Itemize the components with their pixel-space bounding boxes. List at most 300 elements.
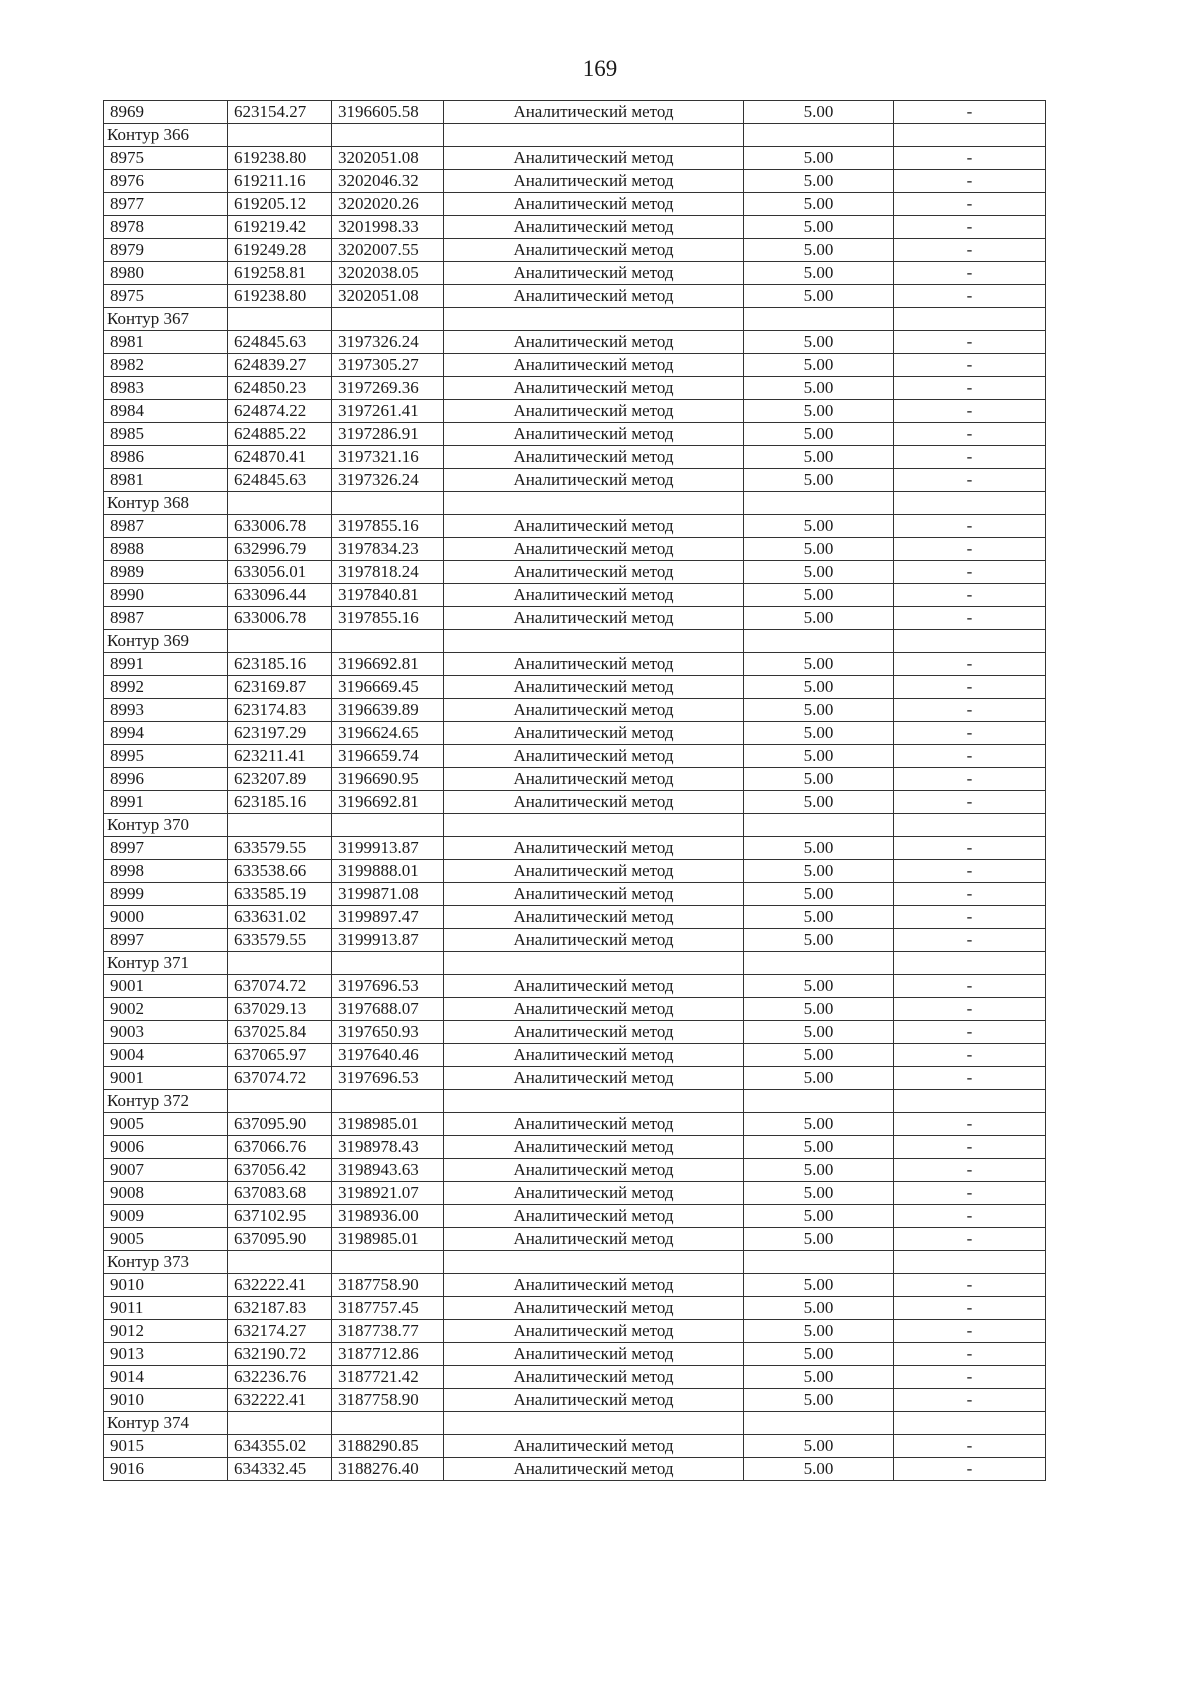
x-coordinate-cell: 633579.55 xyxy=(228,929,332,952)
contour-label: Контур 370 xyxy=(104,814,228,837)
accuracy-cell: 5.00 xyxy=(744,469,894,492)
accuracy-cell: 5.00 xyxy=(744,1435,894,1458)
table-row xyxy=(104,1021,1046,1044)
empty-cell xyxy=(228,952,332,975)
accuracy-cell: 5.00 xyxy=(744,538,894,561)
y-coordinate-cell: 3202038.05 xyxy=(332,262,444,285)
description-cell: - xyxy=(894,929,1046,952)
method-cell: Аналитический метод xyxy=(444,722,744,745)
table-row xyxy=(104,377,1046,400)
table-row xyxy=(104,469,1046,492)
x-coordinate-cell: 632174.27 xyxy=(228,1320,332,1343)
contour-header-row xyxy=(104,1090,1046,1113)
method-cell: Аналитический метод xyxy=(444,1182,744,1205)
accuracy-cell: 5.00 xyxy=(744,722,894,745)
method-cell: Аналитический метод xyxy=(444,1389,744,1412)
accuracy-cell: 5.00 xyxy=(744,1389,894,1412)
description-cell: - xyxy=(894,1113,1046,1136)
accuracy-cell: 5.00 xyxy=(744,860,894,883)
table-row xyxy=(104,768,1046,791)
coordinates-table xyxy=(103,100,1046,1481)
description-cell: - xyxy=(894,860,1046,883)
x-coordinate-cell: 637083.68 xyxy=(228,1182,332,1205)
method-cell: Аналитический метод xyxy=(444,423,744,446)
empty-cell xyxy=(444,1251,744,1274)
table-row xyxy=(104,170,1046,193)
accuracy-cell: 5.00 xyxy=(744,101,894,124)
method-cell: Аналитический метод xyxy=(444,1067,744,1090)
description-cell: - xyxy=(894,998,1046,1021)
point-number-cell: 9010 xyxy=(104,1274,228,1297)
y-coordinate-cell: 3199888.01 xyxy=(332,860,444,883)
point-number-cell: 9002 xyxy=(104,998,228,1021)
x-coordinate-cell: 624845.63 xyxy=(228,469,332,492)
description-cell: - xyxy=(894,1067,1046,1090)
description-cell: - xyxy=(894,1458,1046,1481)
accuracy-cell: 5.00 xyxy=(744,331,894,354)
description-cell: - xyxy=(894,538,1046,561)
point-number-cell: 9008 xyxy=(104,1182,228,1205)
description-cell: - xyxy=(894,400,1046,423)
description-cell: - xyxy=(894,239,1046,262)
point-number-cell: 8999 xyxy=(104,883,228,906)
description-cell: - xyxy=(894,285,1046,308)
description-cell: - xyxy=(894,515,1046,538)
x-coordinate-cell: 633585.19 xyxy=(228,883,332,906)
method-cell: Аналитический метод xyxy=(444,998,744,1021)
method-cell: Аналитический метод xyxy=(444,607,744,630)
accuracy-cell: 5.00 xyxy=(744,1343,894,1366)
x-coordinate-cell: 624870.41 xyxy=(228,446,332,469)
y-coordinate-cell: 3197834.23 xyxy=(332,538,444,561)
accuracy-cell: 5.00 xyxy=(744,1274,894,1297)
table-row xyxy=(104,1320,1046,1343)
description-cell: - xyxy=(894,1320,1046,1343)
description-cell: - xyxy=(894,423,1046,446)
y-coordinate-cell: 3187738.77 xyxy=(332,1320,444,1343)
y-coordinate-cell: 3196639.89 xyxy=(332,699,444,722)
x-coordinate-cell: 623197.29 xyxy=(228,722,332,745)
y-coordinate-cell: 3187758.90 xyxy=(332,1389,444,1412)
point-number-cell: 8987 xyxy=(104,515,228,538)
y-coordinate-cell: 3197640.46 xyxy=(332,1044,444,1067)
contour-header-row xyxy=(104,124,1046,147)
x-coordinate-cell: 632222.41 xyxy=(228,1274,332,1297)
method-cell: Аналитический метод xyxy=(444,1205,744,1228)
point-number-cell: 8975 xyxy=(104,147,228,170)
point-number-cell: 9009 xyxy=(104,1205,228,1228)
point-number-cell: 8997 xyxy=(104,929,228,952)
y-coordinate-cell: 3197269.36 xyxy=(332,377,444,400)
x-coordinate-cell: 637066.76 xyxy=(228,1136,332,1159)
contour-header-row xyxy=(104,1412,1046,1435)
y-coordinate-cell: 3198978.43 xyxy=(332,1136,444,1159)
accuracy-cell: 5.00 xyxy=(744,1320,894,1343)
method-cell: Аналитический метод xyxy=(444,745,744,768)
table-row xyxy=(104,1136,1046,1159)
y-coordinate-cell: 3187721.42 xyxy=(332,1366,444,1389)
empty-cell xyxy=(744,1251,894,1274)
empty-cell xyxy=(332,1251,444,1274)
table-row xyxy=(104,561,1046,584)
description-cell: - xyxy=(894,193,1046,216)
table-row xyxy=(104,699,1046,722)
y-coordinate-cell: 3197321.16 xyxy=(332,446,444,469)
x-coordinate-cell: 637102.95 xyxy=(228,1205,332,1228)
description-cell: - xyxy=(894,699,1046,722)
method-cell: Аналитический метод xyxy=(444,331,744,354)
y-coordinate-cell: 3196624.65 xyxy=(332,722,444,745)
method-cell: Аналитический метод xyxy=(444,377,744,400)
point-number-cell: 9011 xyxy=(104,1297,228,1320)
table-row xyxy=(104,584,1046,607)
table-row xyxy=(104,860,1046,883)
y-coordinate-cell: 3188290.85 xyxy=(332,1435,444,1458)
y-coordinate-cell: 3202051.08 xyxy=(332,147,444,170)
point-number-cell: 9015 xyxy=(104,1435,228,1458)
y-coordinate-cell: 3201998.33 xyxy=(332,216,444,239)
table-row xyxy=(104,285,1046,308)
description-cell: - xyxy=(894,331,1046,354)
description-cell: - xyxy=(894,469,1046,492)
method-cell: Аналитический метод xyxy=(444,906,744,929)
accuracy-cell: 5.00 xyxy=(744,400,894,423)
y-coordinate-cell: 3197696.53 xyxy=(332,975,444,998)
method-cell: Аналитический метод xyxy=(444,1274,744,1297)
description-cell: - xyxy=(894,1343,1046,1366)
method-cell: Аналитический метод xyxy=(444,768,744,791)
table-row xyxy=(104,446,1046,469)
point-number-cell: 9003 xyxy=(104,1021,228,1044)
point-number-cell: 8995 xyxy=(104,745,228,768)
y-coordinate-cell: 3199913.87 xyxy=(332,929,444,952)
table-row xyxy=(104,1366,1046,1389)
contour-header-row xyxy=(104,1251,1046,1274)
accuracy-cell: 5.00 xyxy=(744,653,894,676)
table-row xyxy=(104,975,1046,998)
accuracy-cell: 5.00 xyxy=(744,883,894,906)
y-coordinate-cell: 3196692.81 xyxy=(332,791,444,814)
x-coordinate-cell: 637025.84 xyxy=(228,1021,332,1044)
empty-cell xyxy=(894,492,1046,515)
y-coordinate-cell: 3197696.53 xyxy=(332,1067,444,1090)
description-cell: - xyxy=(894,1366,1046,1389)
table-row xyxy=(104,193,1046,216)
method-cell: Аналитический метод xyxy=(444,262,744,285)
accuracy-cell: 5.00 xyxy=(744,1205,894,1228)
accuracy-cell: 5.00 xyxy=(744,791,894,814)
method-cell: Аналитический метод xyxy=(444,239,744,262)
method-cell: Аналитический метод xyxy=(444,975,744,998)
x-coordinate-cell: 632236.76 xyxy=(228,1366,332,1389)
y-coordinate-cell: 3197855.16 xyxy=(332,607,444,630)
description-cell: - xyxy=(894,975,1046,998)
method-cell: Аналитический метод xyxy=(444,1458,744,1481)
empty-cell xyxy=(444,124,744,147)
table-row xyxy=(104,1067,1046,1090)
description-cell: - xyxy=(894,446,1046,469)
description-cell: - xyxy=(894,1228,1046,1251)
point-number-cell: 8979 xyxy=(104,239,228,262)
empty-cell xyxy=(444,1090,744,1113)
accuracy-cell: 5.00 xyxy=(744,262,894,285)
contour-label: Контур 374 xyxy=(104,1412,228,1435)
x-coordinate-cell: 619249.28 xyxy=(228,239,332,262)
accuracy-cell: 5.00 xyxy=(744,1366,894,1389)
point-number-cell: 8981 xyxy=(104,331,228,354)
x-coordinate-cell: 633631.02 xyxy=(228,906,332,929)
accuracy-cell: 5.00 xyxy=(744,998,894,1021)
point-number-cell: 9005 xyxy=(104,1113,228,1136)
y-coordinate-cell: 3197688.07 xyxy=(332,998,444,1021)
table-row xyxy=(104,262,1046,285)
point-number-cell: 9000 xyxy=(104,906,228,929)
accuracy-cell: 5.00 xyxy=(744,1297,894,1320)
accuracy-cell: 5.00 xyxy=(744,929,894,952)
accuracy-cell: 5.00 xyxy=(744,1159,894,1182)
accuracy-cell: 5.00 xyxy=(744,906,894,929)
empty-cell xyxy=(744,1090,894,1113)
method-cell: Аналитический метод xyxy=(444,1228,744,1251)
x-coordinate-cell: 632187.83 xyxy=(228,1297,332,1320)
x-coordinate-cell: 619258.81 xyxy=(228,262,332,285)
table-row xyxy=(104,1205,1046,1228)
accuracy-cell: 5.00 xyxy=(744,423,894,446)
y-coordinate-cell: 3202007.55 xyxy=(332,239,444,262)
y-coordinate-cell: 3197855.16 xyxy=(332,515,444,538)
contour-header-row xyxy=(104,630,1046,653)
empty-cell xyxy=(444,630,744,653)
x-coordinate-cell: 637095.90 xyxy=(228,1228,332,1251)
method-cell: Аналитический метод xyxy=(444,193,744,216)
x-coordinate-cell: 633579.55 xyxy=(228,837,332,860)
table-row xyxy=(104,1389,1046,1412)
table-row xyxy=(104,906,1046,929)
table-row xyxy=(104,101,1046,124)
x-coordinate-cell: 637074.72 xyxy=(228,975,332,998)
point-number-cell: 8987 xyxy=(104,607,228,630)
description-cell: - xyxy=(894,147,1046,170)
empty-cell xyxy=(894,630,1046,653)
empty-cell xyxy=(744,630,894,653)
point-number-cell: 8990 xyxy=(104,584,228,607)
method-cell: Аналитический метод xyxy=(444,216,744,239)
point-number-cell: 8988 xyxy=(104,538,228,561)
method-cell: Аналитический метод xyxy=(444,1297,744,1320)
description-cell: - xyxy=(894,170,1046,193)
description-cell: - xyxy=(894,653,1046,676)
empty-cell xyxy=(894,1412,1046,1435)
point-number-cell: 8993 xyxy=(104,699,228,722)
accuracy-cell: 5.00 xyxy=(744,745,894,768)
table-row xyxy=(104,538,1046,561)
empty-cell xyxy=(332,308,444,331)
y-coordinate-cell: 3197326.24 xyxy=(332,469,444,492)
method-cell: Аналитический метод xyxy=(444,170,744,193)
description-cell: - xyxy=(894,676,1046,699)
x-coordinate-cell: 623185.16 xyxy=(228,791,332,814)
accuracy-cell: 5.00 xyxy=(744,1136,894,1159)
method-cell: Аналитический метод xyxy=(444,699,744,722)
x-coordinate-cell: 637074.72 xyxy=(228,1067,332,1090)
description-cell: - xyxy=(894,1021,1046,1044)
point-number-cell: 9004 xyxy=(104,1044,228,1067)
y-coordinate-cell: 3197650.93 xyxy=(332,1021,444,1044)
method-cell: Аналитический метод xyxy=(444,1113,744,1136)
point-number-cell: 9007 xyxy=(104,1159,228,1182)
point-number-cell: 8992 xyxy=(104,676,228,699)
y-coordinate-cell: 3196690.95 xyxy=(332,768,444,791)
x-coordinate-cell: 623174.83 xyxy=(228,699,332,722)
accuracy-cell: 5.00 xyxy=(744,1458,894,1481)
table-row xyxy=(104,998,1046,1021)
table-row xyxy=(104,147,1046,170)
description-cell: - xyxy=(894,906,1046,929)
accuracy-cell: 5.00 xyxy=(744,354,894,377)
table-row xyxy=(104,400,1046,423)
point-number-cell: 8997 xyxy=(104,837,228,860)
empty-cell xyxy=(894,1090,1046,1113)
y-coordinate-cell: 3198943.63 xyxy=(332,1159,444,1182)
empty-cell xyxy=(894,952,1046,975)
accuracy-cell: 5.00 xyxy=(744,837,894,860)
accuracy-cell: 5.00 xyxy=(744,285,894,308)
empty-cell xyxy=(894,1251,1046,1274)
method-cell: Аналитический метод xyxy=(444,584,744,607)
accuracy-cell: 5.00 xyxy=(744,1044,894,1067)
table-row xyxy=(104,791,1046,814)
method-cell: Аналитический метод xyxy=(444,285,744,308)
empty-cell xyxy=(444,814,744,837)
table-row xyxy=(104,745,1046,768)
y-coordinate-cell: 3198985.01 xyxy=(332,1113,444,1136)
description-cell: - xyxy=(894,722,1046,745)
empty-cell xyxy=(894,814,1046,837)
method-cell: Аналитический метод xyxy=(444,1136,744,1159)
y-coordinate-cell: 3199913.87 xyxy=(332,837,444,860)
table-row xyxy=(104,354,1046,377)
y-coordinate-cell: 3196659.74 xyxy=(332,745,444,768)
accuracy-cell: 5.00 xyxy=(744,699,894,722)
description-cell: - xyxy=(894,354,1046,377)
method-cell: Аналитический метод xyxy=(444,791,744,814)
contour-label: Контур 368 xyxy=(104,492,228,515)
x-coordinate-cell: 632222.41 xyxy=(228,1389,332,1412)
x-coordinate-cell: 619211.16 xyxy=(228,170,332,193)
accuracy-cell: 5.00 xyxy=(744,446,894,469)
point-number-cell: 8986 xyxy=(104,446,228,469)
description-cell: - xyxy=(894,1159,1046,1182)
method-cell: Аналитический метод xyxy=(444,1021,744,1044)
empty-cell xyxy=(228,308,332,331)
empty-cell xyxy=(444,952,744,975)
accuracy-cell: 5.00 xyxy=(744,1067,894,1090)
description-cell: - xyxy=(894,883,1046,906)
description-cell: - xyxy=(894,607,1046,630)
accuracy-cell: 5.00 xyxy=(744,975,894,998)
accuracy-cell: 5.00 xyxy=(744,515,894,538)
x-coordinate-cell: 619205.12 xyxy=(228,193,332,216)
x-coordinate-cell: 637065.97 xyxy=(228,1044,332,1067)
point-number-cell: 8994 xyxy=(104,722,228,745)
point-number-cell: 8976 xyxy=(104,170,228,193)
method-cell: Аналитический метод xyxy=(444,1343,744,1366)
y-coordinate-cell: 3198936.00 xyxy=(332,1205,444,1228)
description-cell: - xyxy=(894,584,1046,607)
accuracy-cell: 5.00 xyxy=(744,147,894,170)
accuracy-cell: 5.00 xyxy=(744,584,894,607)
empty-cell xyxy=(894,308,1046,331)
empty-cell xyxy=(444,308,744,331)
description-cell: - xyxy=(894,1435,1046,1458)
empty-cell xyxy=(332,630,444,653)
accuracy-cell: 5.00 xyxy=(744,239,894,262)
point-number-cell: 9005 xyxy=(104,1228,228,1251)
method-cell: Аналитический метод xyxy=(444,101,744,124)
y-coordinate-cell: 3198921.07 xyxy=(332,1182,444,1205)
x-coordinate-cell: 633006.78 xyxy=(228,515,332,538)
description-cell: - xyxy=(894,1136,1046,1159)
point-number-cell: 8991 xyxy=(104,653,228,676)
method-cell: Аналитический метод xyxy=(444,515,744,538)
method-cell: Аналитический метод xyxy=(444,1159,744,1182)
accuracy-cell: 5.00 xyxy=(744,1228,894,1251)
x-coordinate-cell: 619238.80 xyxy=(228,285,332,308)
x-coordinate-cell: 632190.72 xyxy=(228,1343,332,1366)
contour-label: Контур 372 xyxy=(104,1090,228,1113)
empty-cell xyxy=(332,814,444,837)
method-cell: Аналитический метод xyxy=(444,1320,744,1343)
empty-cell xyxy=(444,492,744,515)
y-coordinate-cell: 3187757.45 xyxy=(332,1297,444,1320)
accuracy-cell: 5.00 xyxy=(744,1182,894,1205)
method-cell: Аналитический метод xyxy=(444,147,744,170)
table-row xyxy=(104,515,1046,538)
method-cell: Аналитический метод xyxy=(444,1044,744,1067)
empty-cell xyxy=(332,952,444,975)
point-number-cell: 9013 xyxy=(104,1343,228,1366)
point-number-cell: 8969 xyxy=(104,101,228,124)
y-coordinate-cell: 3199897.47 xyxy=(332,906,444,929)
description-cell: - xyxy=(894,1274,1046,1297)
point-number-cell: 8981 xyxy=(104,469,228,492)
x-coordinate-cell: 633056.01 xyxy=(228,561,332,584)
point-number-cell: 8985 xyxy=(104,423,228,446)
empty-cell xyxy=(744,308,894,331)
y-coordinate-cell: 3197818.24 xyxy=(332,561,444,584)
method-cell: Аналитический метод xyxy=(444,538,744,561)
description-cell: - xyxy=(894,1182,1046,1205)
empty-cell xyxy=(228,492,332,515)
point-number-cell: 9001 xyxy=(104,1067,228,1090)
y-coordinate-cell: 3198985.01 xyxy=(332,1228,444,1251)
y-coordinate-cell: 3202046.32 xyxy=(332,170,444,193)
x-coordinate-cell: 619219.42 xyxy=(228,216,332,239)
table-row xyxy=(104,1274,1046,1297)
empty-cell xyxy=(744,492,894,515)
point-number-cell: 8978 xyxy=(104,216,228,239)
table-row xyxy=(104,1297,1046,1320)
contour-label: Контур 371 xyxy=(104,952,228,975)
method-cell: Аналитический метод xyxy=(444,653,744,676)
description-cell: - xyxy=(894,1389,1046,1412)
x-coordinate-cell: 623154.27 xyxy=(228,101,332,124)
empty-cell xyxy=(228,1412,332,1435)
y-coordinate-cell: 3196692.81 xyxy=(332,653,444,676)
y-coordinate-cell: 3197286.91 xyxy=(332,423,444,446)
y-coordinate-cell: 3196669.45 xyxy=(332,676,444,699)
table-row xyxy=(104,1458,1046,1481)
